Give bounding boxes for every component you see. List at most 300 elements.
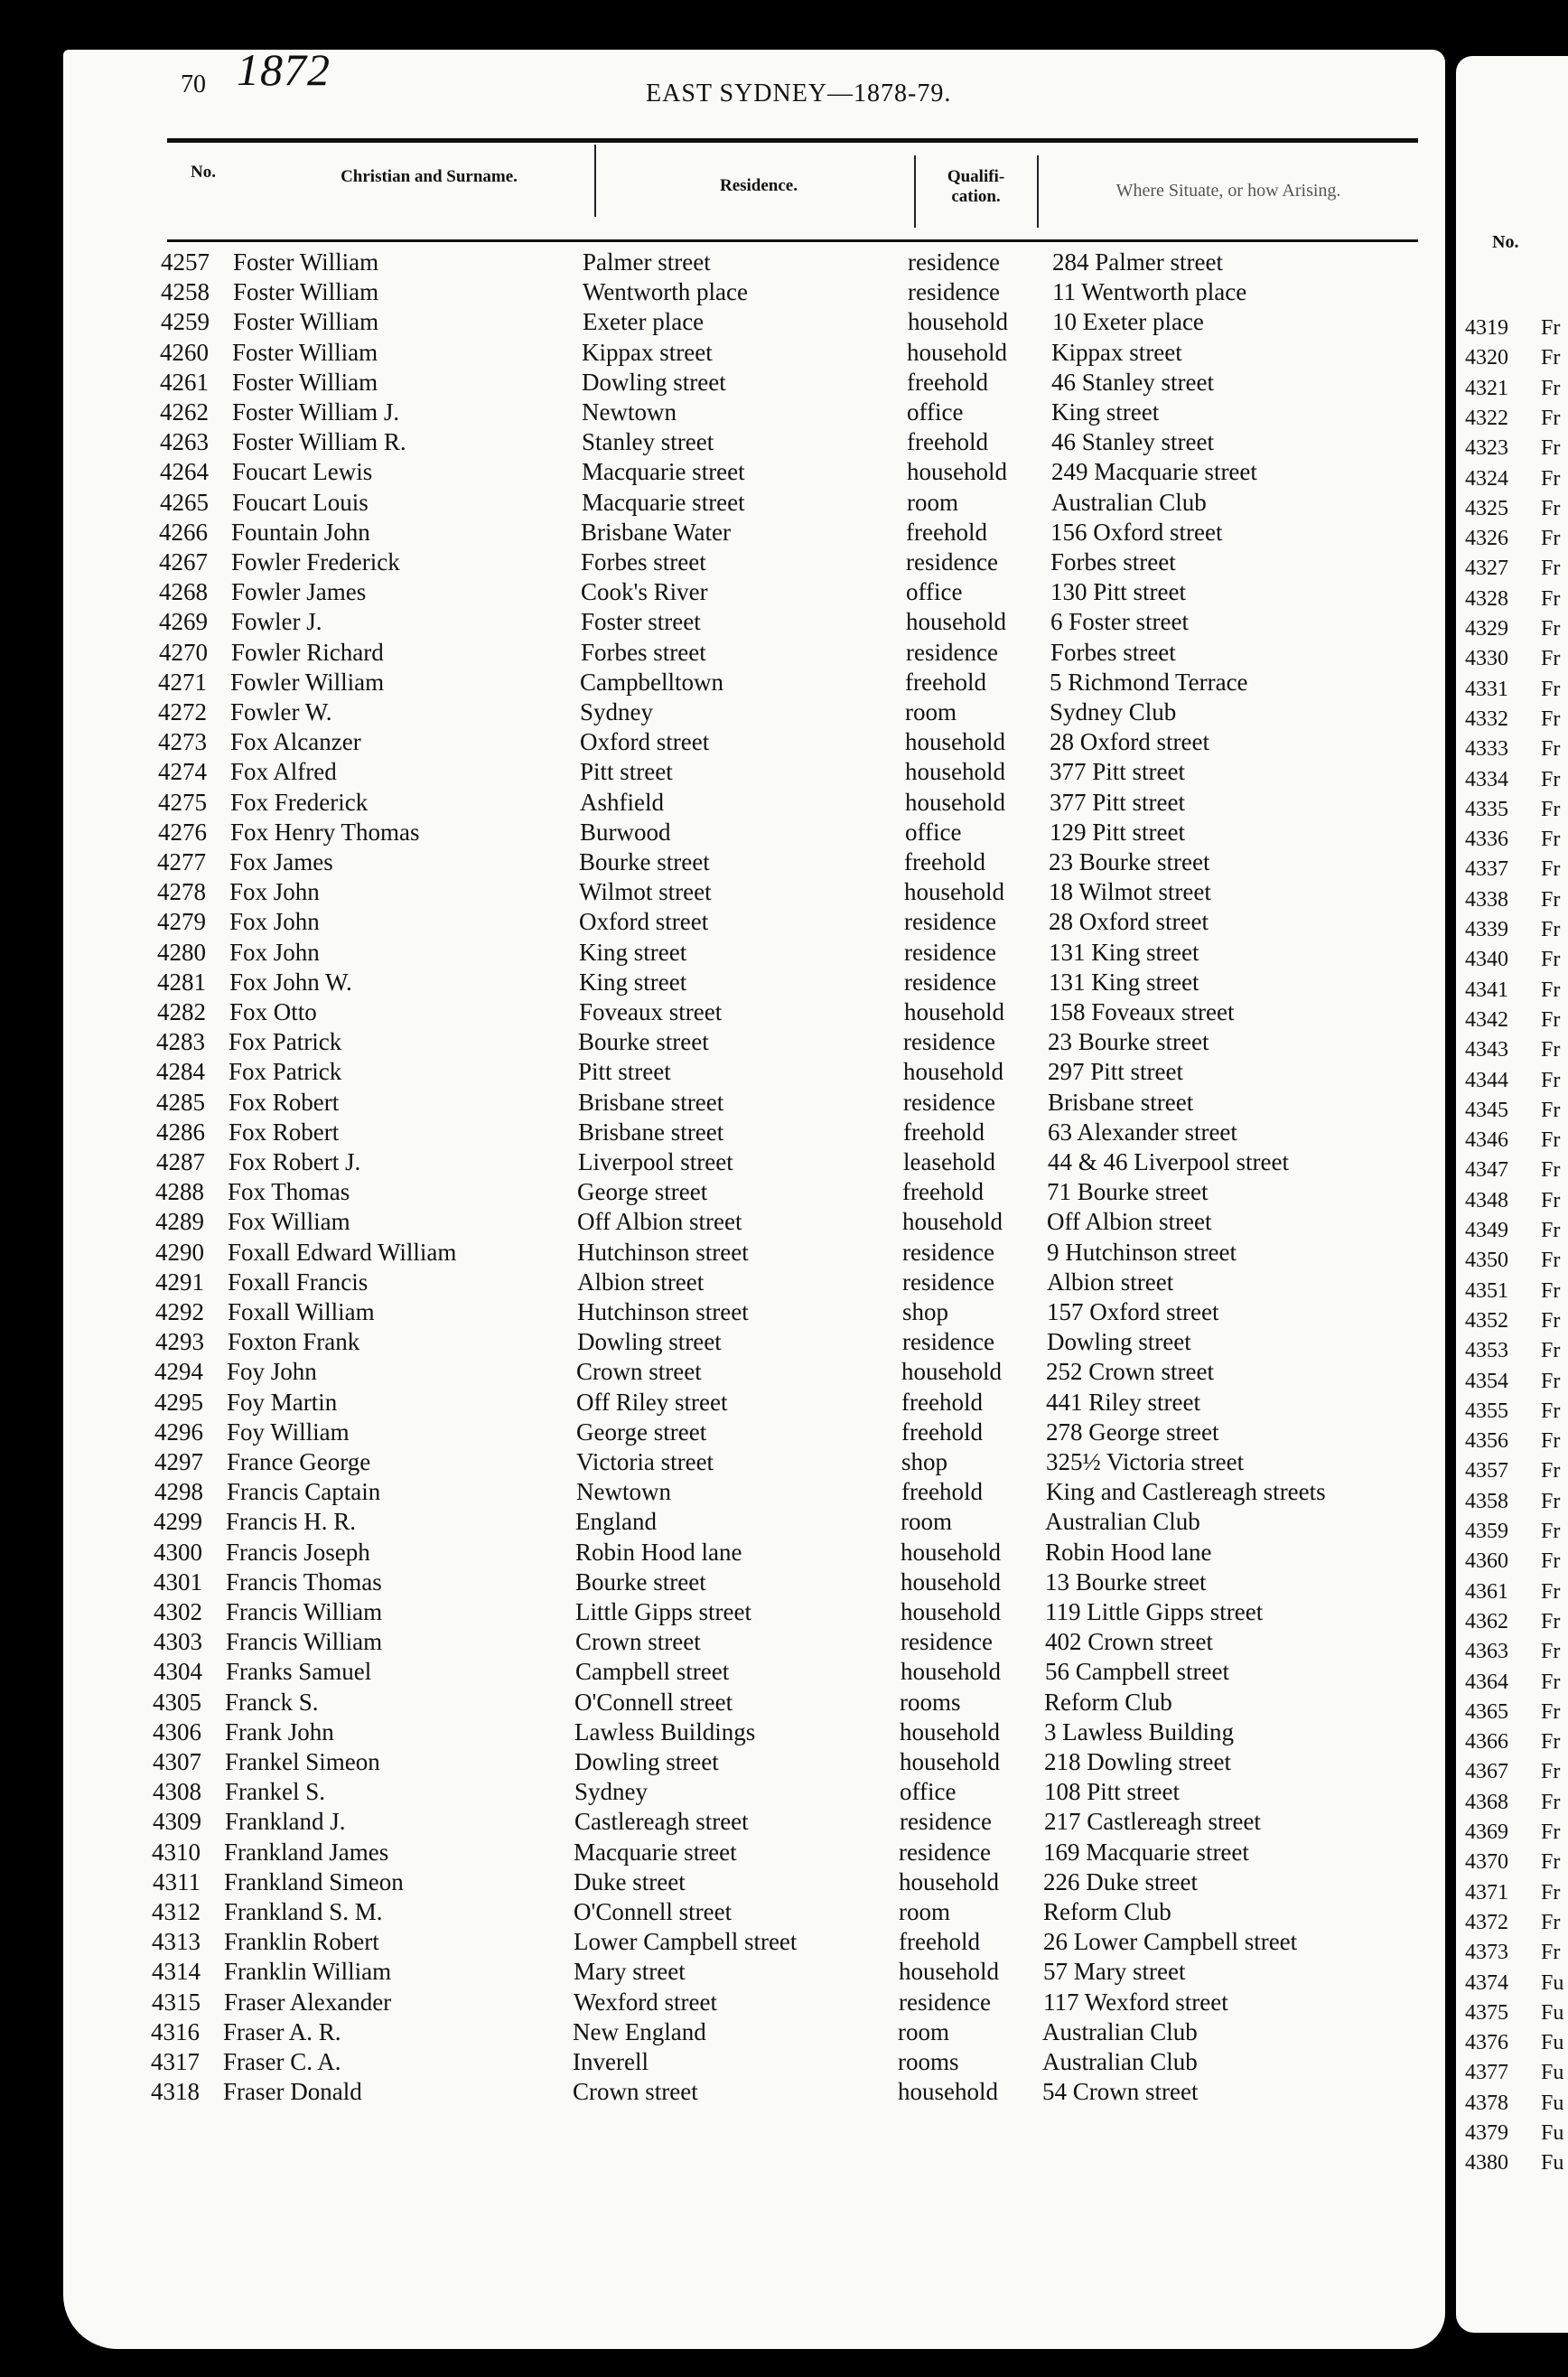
entry-number: 4261 — [160, 368, 209, 396]
entry-name: Foucart Louis — [232, 488, 369, 516]
handwritten-annotation: 1872 — [237, 44, 331, 95]
table-row — [0, 819, 1442, 848]
entry-where-situate: 3 Lawless Building — [1044, 1717, 1234, 1745]
entry-qualification: residence — [899, 1838, 991, 1866]
next-page-entry-number: 4341 — [1465, 978, 1508, 1002]
entry-name: Foster William — [232, 368, 378, 396]
entry-qualification: office — [906, 578, 963, 606]
entry-where-situate: 54 Crown street — [1042, 2078, 1199, 2106]
entry-qualification: freehold — [907, 428, 988, 456]
table-row — [0, 398, 1444, 428]
entry-number: 4299 — [154, 1508, 202, 1536]
entry-residence: Off Riley street — [576, 1388, 728, 1416]
entry-number: 4260 — [160, 338, 209, 366]
entry-name: Fox Robert — [229, 1118, 340, 1146]
entry-where-situate: Dowling street — [1047, 1328, 1191, 1356]
entry-residence: Inverell — [573, 2048, 649, 2075]
next-page-entry-fragment: Fr — [1541, 948, 1561, 972]
entry-number: 4284 — [156, 1058, 205, 1086]
page-number: 70 — [181, 70, 206, 98]
next-page-entry-number: 4375 — [1465, 2000, 1508, 2025]
table-row — [0, 278, 1445, 308]
entry-where-situate: 23 Bourke street — [1048, 1028, 1209, 1056]
entry-residence: Dowling street — [582, 368, 726, 396]
entry-qualification: household — [904, 878, 1004, 906]
entry-name: Foy William — [227, 1418, 350, 1446]
next-page-entry-number: 4326 — [1465, 527, 1508, 551]
entry-where-situate: 13 Bourke street — [1045, 1568, 1207, 1596]
entry-qualification: household — [900, 1748, 1000, 1775]
next-page-entry-fragment: Fr — [1541, 1369, 1561, 1393]
entry-qualification: office — [907, 398, 964, 426]
entry-where-situate: 46 Stanley street — [1051, 368, 1214, 396]
table-row — [0, 1239, 1440, 1268]
entry-qualification: household — [901, 1658, 1001, 1686]
next-page-entry-fragment: Fr — [1541, 1459, 1561, 1483]
next-page-entry-number: 4377 — [1465, 2061, 1508, 2085]
next-page-entry-fragment: Fr — [1541, 1880, 1561, 1904]
entry-name: Francis Thomas — [226, 1568, 382, 1596]
table-row — [0, 1358, 1439, 1388]
entry-residence: Bourke street — [575, 1568, 706, 1596]
entry-where-situate: 6 Foster street — [1050, 608, 1189, 636]
table-row — [0, 1839, 1436, 1868]
table-row — [0, 1328, 1440, 1358]
entry-residence: Palmer street — [583, 248, 711, 276]
entry-where-situate: Sydney Club — [1050, 698, 1177, 725]
entry-number: 4307 — [153, 1748, 201, 1775]
next-page-entry-number: 4355 — [1465, 1399, 1508, 1423]
entry-number: 4302 — [154, 1598, 202, 1625]
entry-name: France George — [227, 1448, 371, 1475]
table-row — [0, 1418, 1439, 1448]
next-page-entry-number: 4334 — [1465, 767, 1508, 791]
next-page-entry-fragment: Fr — [1541, 1941, 1561, 1965]
entry-name: Fox Patrick — [229, 1058, 342, 1086]
entry-qualification: residence — [906, 638, 998, 666]
entry-qualification: household — [906, 608, 1006, 636]
next-page-entry-number: 4335 — [1465, 797, 1508, 821]
table-row — [0, 1089, 1441, 1118]
table-row — [0, 1058, 1441, 1088]
entry-number: 4282 — [157, 998, 206, 1025]
next-page-entry-number: 4369 — [1465, 1820, 1508, 1844]
entry-where-situate: 441 Riley street — [1046, 1388, 1200, 1416]
entry-number: 4262 — [160, 398, 209, 426]
next-page-entry-fragment: Fr — [1541, 1699, 1561, 1724]
table-row — [0, 1808, 1437, 1838]
table-row — [0, 698, 1442, 728]
next-page-entry-number: 4343 — [1465, 1038, 1508, 1062]
entry-qualification: residence — [904, 968, 996, 996]
entry-name: Fox John — [229, 878, 320, 906]
entry-residence: O'Connell street — [574, 1898, 733, 1925]
next-page-entry-number: 4348 — [1465, 1188, 1508, 1212]
entry-residence: New England — [573, 2017, 706, 2045]
next-page-entry-fragment: Fr — [1541, 1399, 1561, 1423]
next-page-entry-number: 4358 — [1465, 1489, 1508, 1513]
next-page-entry-number: 4361 — [1465, 1579, 1508, 1604]
next-page-entry-number: 4322 — [1465, 406, 1508, 430]
entry-where-situate: 284 Palmer street — [1052, 248, 1223, 276]
entry-name: Francis Joseph — [226, 1538, 370, 1566]
entry-qualification: residence — [908, 248, 1000, 276]
entry-where-situate: 119 Little Gipps street — [1045, 1598, 1264, 1625]
entry-name: Frankland S. M. — [224, 1898, 383, 1925]
table-row — [0, 548, 1443, 578]
table-row — [0, 608, 1443, 638]
table-row — [0, 248, 1445, 278]
table-row — [0, 1689, 1437, 1718]
entry-number: 4303 — [154, 1628, 202, 1656]
next-page-entry-number: 4378 — [1465, 2091, 1508, 2115]
entry-where-situate: Forbes street — [1050, 548, 1176, 576]
next-page-entry-number: 4372 — [1465, 1910, 1508, 1934]
entry-where-situate: Robin Hood lane — [1045, 1538, 1212, 1566]
entry-name: Franklin William — [224, 1958, 392, 1986]
entry-qualification: household — [901, 1568, 1001, 1596]
entry-residence: England — [575, 1508, 657, 1536]
entry-where-situate: Albion street — [1047, 1268, 1174, 1296]
next-page-entry-fragment: Fr — [1541, 1670, 1561, 1694]
next-page-entry-number: 4370 — [1465, 1850, 1508, 1875]
entry-qualification: residence — [903, 1028, 995, 1056]
next-page-entry-fragment: Fr — [1541, 1007, 1561, 1032]
next-page-entry-fragment: Fr — [1541, 406, 1561, 430]
entry-residence: Liverpool street — [578, 1148, 733, 1175]
entry-number: 4296 — [154, 1418, 203, 1446]
table-row — [0, 969, 1442, 998]
next-page-entry-fragment: Fr — [1541, 617, 1561, 641]
entry-qualification: household — [905, 728, 1005, 756]
entry-where-situate: 23 Bourke street — [1049, 848, 1210, 875]
entry-number: 4316 — [151, 2017, 200, 2045]
next-page-entry-number: 4338 — [1465, 887, 1508, 912]
entry-name: Frank John — [225, 1717, 334, 1745]
table-row — [0, 789, 1442, 819]
next-page-entry-fragment: Fu — [1541, 2121, 1564, 2145]
entry-name: Fowler W. — [230, 698, 332, 725]
entry-where-situate: Reform Club — [1044, 1688, 1172, 1716]
entry-name: Fox John W. — [229, 968, 352, 996]
entry-where-situate: 5 Richmond Terrace — [1050, 668, 1248, 696]
entry-number: 4311 — [153, 1867, 201, 1895]
next-page-entry-fragment: Fr — [1541, 376, 1561, 400]
table-row — [0, 1868, 1436, 1898]
entry-number: 4288 — [155, 1178, 204, 1206]
entry-name: Foxton Frank — [228, 1328, 360, 1356]
next-page-entry-number: 4367 — [1465, 1760, 1508, 1784]
table-row — [0, 728, 1442, 758]
table-row — [0, 458, 1444, 488]
next-page-entry-fragment: Fr — [1541, 1188, 1561, 1212]
entry-where-situate: Australian Club — [1042, 2017, 1198, 2045]
table-row — [0, 2048, 1435, 2078]
entry-residence: Little Gipps street — [575, 1598, 751, 1625]
next-page-entry-number: 4371 — [1465, 1880, 1508, 1904]
entry-name: Fox Alcanzer — [230, 728, 361, 756]
next-page-entry-number: 4327 — [1465, 557, 1508, 581]
entry-where-situate: 131 King street — [1049, 938, 1199, 966]
entry-where-situate: 28 Oxford street — [1050, 728, 1209, 756]
col-header-where: Where Situate, or how Arising. — [1115, 181, 1341, 201]
next-page-entry-fragment: Fr — [1541, 346, 1561, 370]
entry-number: 4281 — [157, 968, 206, 996]
entry-name: Foster William — [233, 278, 379, 306]
entry-residence: George street — [576, 1418, 707, 1446]
next-page-entry-number: 4320 — [1465, 346, 1508, 370]
table-row — [0, 1178, 1440, 1208]
table-row — [0, 1478, 1439, 1508]
entry-residence: Brisbane street — [578, 1118, 724, 1146]
next-page-entry-number: 4379 — [1465, 2121, 1508, 2145]
entry-where-situate: Off Albion street — [1047, 1208, 1212, 1236]
entry-qualification: residence — [901, 1628, 993, 1656]
entry-qualification: household — [903, 1058, 1003, 1086]
next-page-entry-fragment: Fr — [1541, 316, 1561, 340]
next-page-entry-number: 4336 — [1465, 828, 1508, 852]
entry-qualification: office — [900, 1778, 957, 1806]
next-page-entry-fragment: Fr — [1541, 1128, 1561, 1153]
entry-number: 4314 — [152, 1958, 201, 1986]
entry-qualification: rooms — [898, 2048, 959, 2075]
entry-name: Fox Frederick — [230, 788, 369, 816]
entry-name: Fox Robert J. — [229, 1148, 361, 1175]
entry-number: 4265 — [160, 488, 209, 516]
entry-qualification: household — [901, 1358, 1002, 1386]
table-row — [0, 1539, 1438, 1568]
entry-qualification: room — [899, 1898, 950, 1925]
entry-where-situate: 46 Stanley street — [1051, 428, 1214, 456]
entry-name: Frankland Simeon — [224, 1867, 404, 1895]
entry-qualification: residence — [904, 938, 996, 966]
entry-residence: Castlereagh street — [574, 1808, 749, 1836]
entry-name: Fox Patrick — [229, 1028, 342, 1056]
entry-name: Francis Captain — [227, 1478, 381, 1506]
entry-where-situate: 108 Pitt street — [1044, 1778, 1180, 1806]
entry-qualification: freehold — [903, 1118, 985, 1146]
entry-number: 4304 — [154, 1658, 202, 1686]
entry-number: 4276 — [158, 818, 207, 846]
table-row — [0, 1598, 1438, 1628]
entry-number: 4267 — [159, 548, 208, 576]
next-page-entry-fragment: Fu — [1541, 1970, 1564, 1995]
entry-where-situate: 377 Pitt street — [1050, 758, 1185, 786]
next-page-entry-number: 4376 — [1465, 2031, 1508, 2055]
next-page-entry-fragment: Fr — [1541, 1278, 1561, 1303]
next-page-entry-fragment: Fu — [1541, 2000, 1564, 2025]
next-page-entry-number: 4328 — [1465, 586, 1508, 611]
entry-qualification: freehold — [905, 668, 986, 696]
entry-name: Fox James — [229, 848, 333, 875]
entry-number: 4272 — [158, 698, 207, 725]
entry-name: Francis William — [226, 1628, 383, 1656]
entry-name: Francis William — [226, 1598, 383, 1625]
entry-number: 4300 — [154, 1538, 202, 1566]
header-bottom-rule — [167, 239, 1418, 242]
table-row — [0, 878, 1442, 908]
entry-where-situate: 28 Oxford street — [1049, 908, 1209, 936]
next-page-entry-number: 4329 — [1465, 617, 1508, 641]
entry-qualification: office — [905, 818, 962, 846]
table-row — [0, 1508, 1438, 1538]
entry-name: Foster William — [232, 338, 378, 366]
entry-residence: Campbelltown — [580, 668, 723, 696]
entry-where-situate: 218 Dowling street — [1044, 1748, 1231, 1775]
entry-name: Fowler William — [230, 668, 385, 696]
entry-number: 4280 — [157, 938, 206, 966]
entry-qualification: freehold — [901, 1418, 983, 1446]
entry-residence: Campbell street — [575, 1658, 730, 1686]
entry-residence: Hutchinson street — [577, 1238, 749, 1266]
entry-qualification: shop — [901, 1448, 948, 1475]
next-page-entry-fragment: Fr — [1541, 1339, 1561, 1363]
next-page-entry-fragment: Fr — [1541, 436, 1561, 461]
entry-number: 4268 — [159, 578, 208, 606]
entry-qualification: freehold — [901, 1388, 983, 1416]
entry-residence: Foster street — [581, 608, 701, 636]
table-row — [0, 308, 1445, 338]
entry-where-situate: 63 Alexander street — [1048, 1118, 1237, 1146]
next-page-entry-number: 4321 — [1465, 376, 1508, 400]
entry-name: Frankel Simeon — [225, 1748, 380, 1775]
entry-qualification: residence — [904, 908, 996, 936]
entry-where-situate: King street — [1051, 398, 1160, 426]
next-page-entry-number: 4349 — [1465, 1219, 1508, 1242]
entry-residence: Ashfield — [580, 788, 664, 816]
next-page-entry-number: 4351 — [1465, 1278, 1508, 1303]
entry-qualification: residence — [906, 548, 998, 576]
table-row — [0, 339, 1444, 369]
next-page-entry-fragment: Fr — [1541, 707, 1561, 731]
next-page-entry-fragment: Fr — [1541, 1158, 1561, 1183]
entry-number: 4294 — [154, 1358, 203, 1386]
entry-qualification: shop — [902, 1298, 949, 1325]
table-row — [0, 1389, 1439, 1418]
entry-where-situate: 10 Exeter place — [1052, 308, 1204, 336]
table-row — [0, 2018, 1435, 2048]
next-page-entry-fragment: Fr — [1541, 1850, 1561, 1875]
entry-qualification: household — [908, 308, 1008, 336]
next-page-entry-number: 4342 — [1465, 1007, 1508, 1032]
table-row — [0, 998, 1442, 1028]
entry-name: Fraser Donald — [223, 2078, 362, 2106]
entry-qualification: freehold — [899, 1928, 980, 1956]
entry-where-situate: 252 Crown street — [1046, 1358, 1214, 1386]
entry-name: Foster William J. — [232, 398, 400, 426]
entry-number: 4275 — [158, 788, 207, 816]
next-page-entry-fragment: Fr — [1541, 828, 1561, 852]
entry-qualification: residence — [902, 1268, 994, 1296]
next-page-entry-fragment: Fr — [1541, 1760, 1561, 1784]
entry-residence: Burwood — [580, 818, 671, 846]
entry-where-situate: 26 Lower Campbell street — [1043, 1928, 1298, 1956]
entry-name: Foster William — [233, 248, 379, 276]
entry-qualification: room — [901, 1508, 952, 1536]
entry-where-situate: 71 Bourke street — [1047, 1178, 1209, 1206]
entry-name: Fox Robert — [229, 1088, 340, 1116]
entry-number: 4264 — [160, 458, 209, 486]
entry-number: 4279 — [157, 908, 206, 936]
entry-residence: Lower Campbell street — [574, 1928, 798, 1956]
entry-number: 4310 — [152, 1838, 201, 1866]
entry-where-situate: King and Castlereagh streets — [1046, 1478, 1326, 1506]
entry-qualification: household — [901, 1538, 1001, 1566]
next-page-entry-fragment: Fr — [1541, 978, 1561, 1002]
entry-residence: Kippax street — [582, 338, 713, 366]
entry-where-situate: 18 Wilmot street — [1049, 878, 1211, 906]
entry-number: 4266 — [159, 518, 208, 546]
entry-where-situate: 11 Wentworth place — [1052, 278, 1247, 306]
entry-number: 4289 — [155, 1208, 204, 1236]
next-page-entry-number: 4333 — [1465, 737, 1508, 762]
entry-qualification: residence — [900, 1808, 992, 1836]
table-row — [0, 2078, 1435, 2108]
next-page-entry-fragment: Fr — [1541, 557, 1561, 581]
entry-where-situate: 56 Campbell street — [1045, 1658, 1229, 1686]
entry-name: Fraser A. R. — [223, 2017, 341, 2045]
entry-where-situate: Kippax street — [1051, 338, 1182, 366]
entry-qualification: household — [905, 758, 1005, 786]
next-page-entry-number: 4359 — [1465, 1520, 1508, 1543]
next-page-entry-fragment: Fr — [1541, 1098, 1561, 1122]
next-page-entry-fragment: Fr — [1541, 1489, 1561, 1513]
next-page-entry-number: 4368 — [1465, 1790, 1508, 1814]
entry-residence: Macquarie street — [574, 1838, 737, 1866]
entry-residence: Forbes street — [581, 548, 706, 576]
next-page-entry-fragment: Fr — [1541, 1429, 1561, 1454]
entry-where-situate: 297 Pitt street — [1048, 1058, 1183, 1086]
entry-name: Fox Thomas — [228, 1178, 350, 1206]
entry-residence: Crown street — [575, 1628, 701, 1656]
entry-number: 4271 — [158, 668, 207, 696]
entry-residence: Lawless Buildings — [574, 1717, 756, 1745]
entry-where-situate: 157 Oxford street — [1047, 1298, 1219, 1325]
col-header-qualification: Qualifi- cation. — [947, 167, 1005, 206]
entry-residence: Forbes street — [581, 638, 706, 666]
entry-name: Fountain John — [231, 518, 370, 546]
entry-number: 4285 — [156, 1088, 205, 1116]
next-page-entry-fragment: Fr — [1541, 1549, 1561, 1574]
entry-residence: Robin Hood lane — [575, 1538, 742, 1566]
entry-residence: Crown street — [573, 2078, 698, 2106]
col-divider-3 — [1037, 155, 1039, 228]
entry-where-situate: 57 Mary street — [1043, 1958, 1186, 1986]
entry-number: 4259 — [161, 308, 210, 336]
next-page-entry-number: 4319 — [1465, 316, 1508, 340]
entry-number: 4293 — [155, 1328, 204, 1356]
next-page-entry-number: 4352 — [1465, 1308, 1508, 1333]
next-page-entry-fragment: Fr — [1541, 496, 1561, 520]
next-page-entry-fragment: Fu — [1541, 2031, 1564, 2055]
entry-number: 4283 — [156, 1028, 205, 1056]
entry-residence: Newtown — [582, 398, 677, 426]
entry-name: Foxall William — [228, 1298, 375, 1325]
next-page-entry-fragment: Fu — [1541, 2091, 1564, 2115]
next-page-entry-number: 4357 — [1465, 1459, 1508, 1483]
entry-residence: Wilmot street — [579, 878, 712, 906]
entry-number: 4317 — [151, 2048, 200, 2075]
entry-name: Foy Martin — [227, 1388, 338, 1416]
entry-where-situate: 325½ Victoria street — [1046, 1448, 1245, 1475]
entry-qualification: household — [907, 338, 1007, 366]
entry-residence: Mary street — [574, 1958, 686, 1986]
entry-residence: Macquarie street — [582, 488, 745, 516]
table-row — [0, 939, 1442, 969]
entry-where-situate: 158 Foveaux street — [1049, 998, 1235, 1025]
entry-number: 4297 — [154, 1448, 203, 1475]
entry-qualification: freehold — [906, 518, 987, 546]
